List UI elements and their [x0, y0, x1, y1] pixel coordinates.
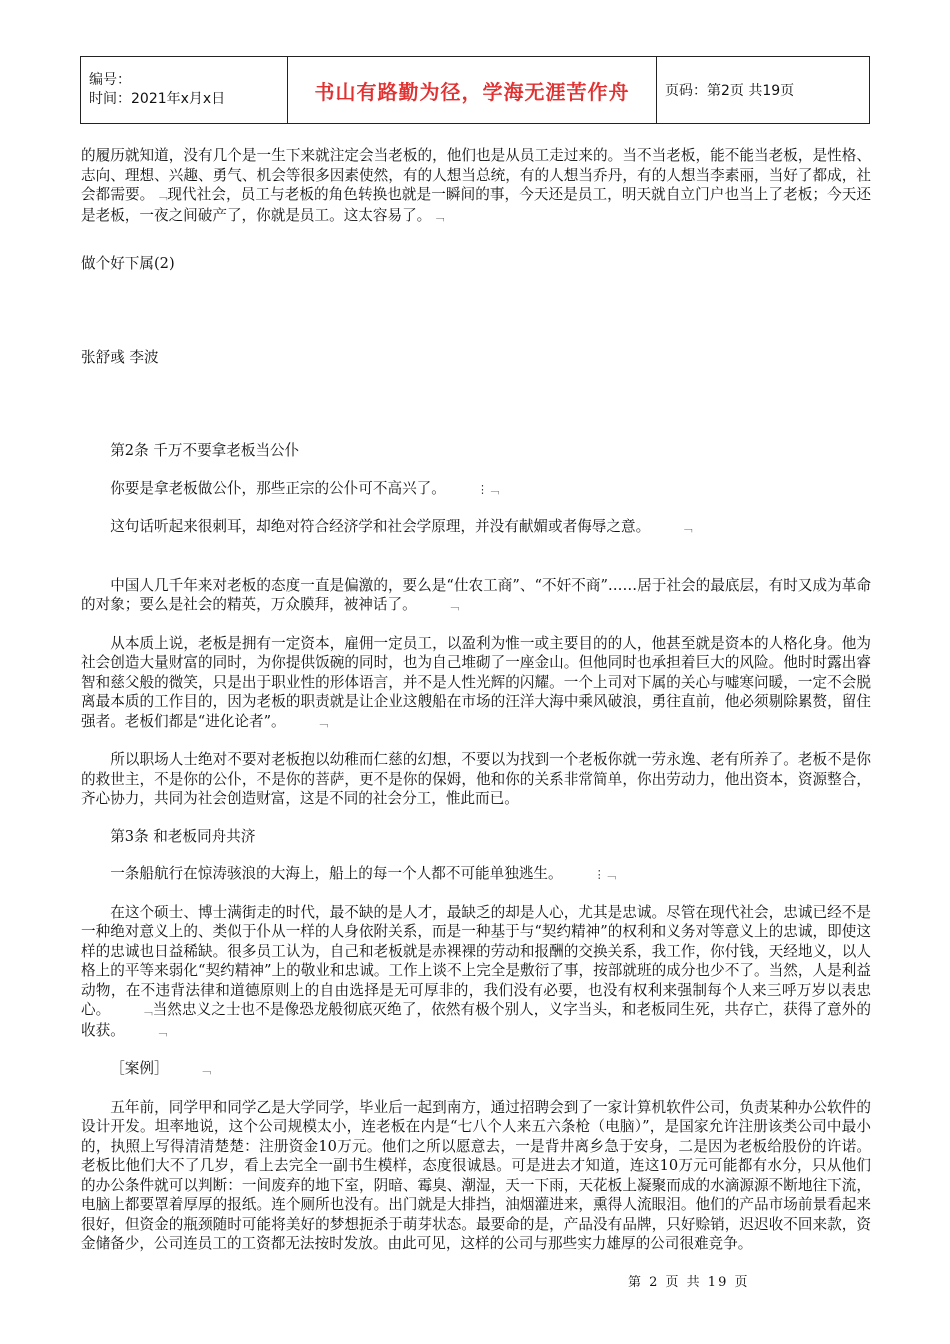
- paragraph-mark: ⋮﹁: [477, 482, 500, 496]
- section-heading: 第3条 和老板同舟共济: [110, 827, 256, 845]
- book-title: 做个好下属(2): [81, 255, 175, 272]
- paragraph: 一条船航行在惊涛骇浪的大海上，船上的每一个人都不可能单独逃生。 ⋮﹁: [81, 864, 871, 885]
- section-heading: 第2条 千万不要拿老板当公仆: [110, 442, 300, 459]
- paragraph-mark: ⋮﹁: [593, 868, 616, 881]
- paragraph-mark: ﹁: [433, 209, 445, 223]
- paragraph: 的履历就知道，没有几个是一生下来就注定会当老板的，他们也是从员工走过来的。当不当老板，能不能当老板，是性格、志向、理想、兴趣、勇气、机会等很多因素使然，有的人想当总统，有的人想当乔丹，有的人想当李素丽，当好了都成，社会都需要。 ﹁现代社会，员工与老板的角色转换也就是一瞬间的事，今天还是员工，明天就自立门户也当上了老板；今天还是老板，一夜之间破产了，你就是员工。这太容易了。 ﹁: [81, 146, 871, 226]
- paragraph: 这句话听起来很刺耳，却绝对符合经济学和社会学原理，并没有献媚或者侮辱之意。 ﹁: [81, 517, 871, 538]
- document-time-label: 时间：2021年x月x日: [89, 91, 226, 107]
- paragraph: 从本质上说，老板是拥有一定资本，雇佣一定员工，以盈利为惟一或主要目的的人，他甚至就是资本的人格化身。他为社会创造大量财富的同时，为你提供饭碗的同时，也为自己堆砌了一座金山。但他同时也承担着巨大的风险。他时时露出睿智和慈父般的微笑，只是出于职业性的形体语言，并不是人性光辉的闪耀。一个上司对下属的关心与嘘寒问暖，一定不会脱离最本质的工作目的，因为老板的职责就是让企业这艘船在市场的汪洋大海中乘风破浪，勇往直前，他必须剔除累赘，留住强者。老板们都是“进化论者”。 ﹁: [81, 634, 871, 733]
- paragraph: 在这个硕士、博士满街走的时代，最不缺的是人才，最缺乏的却是人心，尤其是忠诚。尽管在现代社会，忠诚已经不是一种绝对意义上的、类似于仆从一样的人身依附关系，而是一种基于与“契约精神”的权利和义务对等意义上的忠诚，即使这样的忠诚也日益稀缺。很多员工认为，自己和老板就是赤裸裸的劳动和报酬的交换关系，我工作，你付钱，天经地义，以人格上的平等来弱化“契约精神”上的敬业和忠诚。工作上谈不上完全是敷衍了事，按部就班的成分也少不了。当然，人是利益动物，在不违背法律和道德原则上的自由选择是无可厚非的，我们没有必要，也没有权利来强制每个人来三呼万岁以表忠心。 ﹁当然忠义之士也不是像恐龙般彻底灭绝了，依然有极个别人，义字当头，和老板同生死，共存亡，获得了意外的收获。 ﹁: [81, 903, 871, 1042]
- header-meta: [81, 57, 288, 124]
- paragraph-mark: ﹁: [316, 715, 328, 729]
- paragraph-mark: ﹁: [155, 1024, 167, 1038]
- authors: 张舒彧 李波: [81, 348, 159, 366]
- paragraph-mark: ﹁: [141, 1004, 153, 1017]
- paragraph-mark: ﹁: [156, 189, 168, 202]
- paragraph: 五年前，同学甲和同学乙是大学同学，毕业后一起到南方，通过招聘会到了一家计算机软件公司，负责某种办公软件的设计开发。坦率地说，这个公司规模太小，连老板在内是“七八个人来五六条枪（电脑）”，是国家允许注册该类公司中最小的，执照上写得清清楚楚：注册资金10万元。他们之所以愿意去，一是背井离乡急于安身，二是因为老板给股份的许诺。老板比他们大不了几岁，看上去完全一副书生模样，态度很诚恳。可是进去才知道，连这10万元可能都有水分，只从他们的办公条件就可以判断：一间废弃的地下室，阴暗、霉臭、潮湿，天一下雨，天花板上凝聚而成的水滴源源不断地往下流，电脑上都要罩着厚厚的报纸。连个厕所也没有。出门就是大排挡，油烟灌进来，熏得人流眼泪。他们的产品市场前景看起来很好，但资金的瓶颈随时可能将美好的梦想扼杀于萌芽状态。最要命的是，产品没有品牌，只好赊销，迟迟收不回来款，资金储备少，公司连员工的工资都无法按时发放。由此可见，这样的公司与那些实力雄厚的公司很难竞争。: [81, 1098, 871, 1252]
- paragraph: 所以职场人士绝对不要对老板抱以幼稚而仁慈的幻想，不要以为找到一个老板你就一劳永逸、老有所养了。老板不是你的救世主，不是你的公仆，不是你的菩萨，更不是你的保姆，他和你的关系非常简单，你出劳动力，他出资本，资源整合，齐心协力，共同为社会创造财富，这是不同的社会分工，惟此而已。: [81, 751, 871, 807]
- case-label: ［案例］ ﹁: [81, 1059, 871, 1080]
- document-header: [80, 56, 870, 124]
- paragraph-mark: ﹁: [681, 521, 693, 534]
- document-number-label: 编号：: [89, 72, 131, 88]
- paragraph-mark: ﹁: [199, 1063, 211, 1076]
- header-page-number: 页码：第2页 共19页: [657, 57, 870, 124]
- header-motto: 书山有路勤为径，学海无涯苦作舟: [288, 57, 657, 124]
- page-footer: 第 2 页 共 19 页: [628, 1275, 750, 1290]
- paragraph: 你要是拿老板做公仆，那些正宗的公仆可不高兴了。 ⋮﹁: [81, 479, 871, 500]
- document-body: [81, 146, 871, 1254]
- paragraph: 中国人几千年来对老板的态度一直是偏激的，要么是“仕农工商”、“不奸不商”……居于社会的最底层，有时又成为革命的对象；要么是社会的精英，万众膜拜，被神话了。 ﹁: [81, 576, 871, 616]
- paragraph-mark: ﹁: [447, 599, 459, 612]
